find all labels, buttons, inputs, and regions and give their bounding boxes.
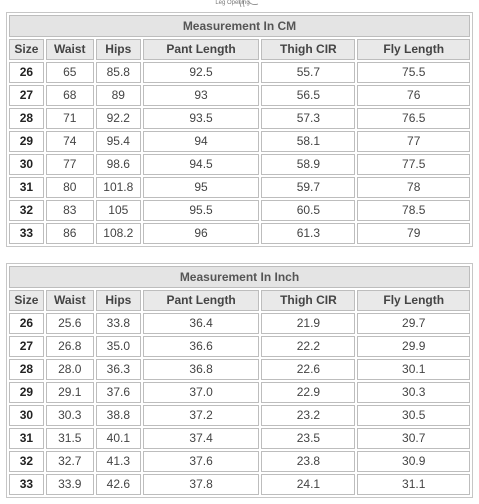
- measurement-cell: 37.2: [143, 405, 260, 426]
- size-cell: 32: [9, 200, 44, 221]
- measurement-cell: 77.5: [357, 154, 470, 175]
- measurement-cell: 75.5: [357, 62, 470, 83]
- measurement-cell: 33.9: [46, 474, 94, 495]
- measurement-cell: 61.3: [261, 223, 355, 244]
- measurement-cell: 83: [46, 200, 94, 221]
- measurement-cell: 37.6: [143, 451, 260, 472]
- size-cell: 27: [9, 85, 44, 106]
- column-header-waist: Waist: [46, 39, 94, 60]
- column-header-size: Size: [9, 290, 44, 311]
- measurement-cell: 23.5: [261, 428, 355, 449]
- measurement-cell: 38.8: [96, 405, 141, 426]
- column-header-fly-length: Fly Length: [357, 290, 470, 311]
- measurement-cell: 28.0: [46, 359, 94, 380]
- measurement-cell: 94.5: [143, 154, 260, 175]
- measurement-cell: 68: [46, 85, 94, 106]
- table-row: [9, 428, 470, 449]
- size-cell: 27: [9, 336, 44, 357]
- measurement-cell: 31.5: [46, 428, 94, 449]
- size-cell: 26: [9, 62, 44, 83]
- measurement-cell: 78: [357, 177, 470, 198]
- measurement-table-cm: [6, 12, 473, 247]
- size-cell: 30: [9, 405, 44, 426]
- measurement-cell: 23.8: [261, 451, 355, 472]
- measurement-cell: 58.9: [261, 154, 355, 175]
- measurement-cell: 22.9: [261, 382, 355, 403]
- measurement-cell: 85.8: [96, 62, 141, 83]
- measurement-cell: 22.6: [261, 359, 355, 380]
- table-body-cm: [9, 62, 470, 244]
- measurement-cell: 77: [357, 131, 470, 152]
- table-row: [9, 85, 470, 106]
- measurement-cell: 30.3: [357, 382, 470, 403]
- measurement-cell: 86: [46, 223, 94, 244]
- measurement-cell: 60.5: [261, 200, 355, 221]
- table-row: [9, 359, 470, 380]
- measurement-cell: 36.8: [143, 359, 260, 380]
- column-header-thigh-cir: Thigh CIR: [261, 290, 355, 311]
- measurement-cell: 89: [96, 85, 141, 106]
- measurement-cell: 26.8: [46, 336, 94, 357]
- size-cell: 31: [9, 177, 44, 198]
- measurement-cell: 77: [46, 154, 94, 175]
- measurement-cell: 94: [143, 131, 260, 152]
- column-header-hips: Hips: [96, 290, 141, 311]
- table-body-inch: [9, 313, 470, 495]
- table-row: [9, 62, 470, 83]
- measurement-cell: 30.9: [357, 451, 470, 472]
- size-cell: 29: [9, 382, 44, 403]
- table-row: [9, 223, 470, 244]
- column-header-fly-length: Fly Length: [357, 39, 470, 60]
- column-header-waist: Waist: [46, 290, 94, 311]
- measurement-cell: 108.2: [96, 223, 141, 244]
- measurement-cell: 79: [357, 223, 470, 244]
- leg-opening-caption: [0, 0, 479, 12]
- measurement-cell: 36.6: [143, 336, 260, 357]
- table-row: [9, 336, 470, 357]
- size-cell: 26: [9, 313, 44, 334]
- measurement-cell: 92.5: [143, 62, 260, 83]
- measurement-cell: 29.9: [357, 336, 470, 357]
- measurement-cell: 92.2: [96, 108, 141, 129]
- measurement-cell: 76.5: [357, 108, 470, 129]
- measurement-cell: 37.8: [143, 474, 260, 495]
- size-cell: 29: [9, 131, 44, 152]
- measurement-table-inch: [6, 263, 473, 498]
- header-row-inch: [9, 290, 470, 311]
- measurement-cell: 35.0: [96, 336, 141, 357]
- column-header-hips: Hips: [96, 39, 141, 60]
- table-row: [9, 313, 470, 334]
- measurement-cell: 93.5: [143, 108, 260, 129]
- measurement-cell: 30.5: [357, 405, 470, 426]
- measurement-cell: 55.7: [261, 62, 355, 83]
- size-cell: 31: [9, 428, 44, 449]
- size-cell: 28: [9, 108, 44, 129]
- size-cell: 32: [9, 451, 44, 472]
- measurement-cell: 36.3: [96, 359, 141, 380]
- size-cell: 33: [9, 223, 44, 244]
- measurement-cell: 98.6: [96, 154, 141, 175]
- measurement-cell: 30.3: [46, 405, 94, 426]
- measurement-cell: 58.1: [261, 131, 355, 152]
- measurement-cell: 21.9: [261, 313, 355, 334]
- measurement-cell: 29.1: [46, 382, 94, 403]
- measurement-cell: 23.2: [261, 405, 355, 426]
- measurement-cell: 29.7: [357, 313, 470, 334]
- table-title-cm: Measurement In CM: [9, 15, 470, 37]
- column-header-thigh-cir: Thigh CIR: [261, 39, 355, 60]
- measurement-cell: 36.4: [143, 313, 260, 334]
- table-row: [9, 405, 470, 426]
- column-header-size: Size: [9, 39, 44, 60]
- measurement-cell: 22.2: [261, 336, 355, 357]
- table-title-inch: Measurement In Inch: [9, 266, 470, 288]
- measurement-cell: 57.3: [261, 108, 355, 129]
- measurement-cell: 41.3: [96, 451, 141, 472]
- measurement-cell: 37.6: [96, 382, 141, 403]
- measurement-cell: 59.7: [261, 177, 355, 198]
- measurement-cell: 95: [143, 177, 260, 198]
- measurement-cell: 31.1: [357, 474, 470, 495]
- leg-opening-label: Leg Opening: [215, 0, 250, 6]
- measurement-cell: 37.4: [143, 428, 260, 449]
- measurement-cell: 105: [96, 200, 141, 221]
- table-row: [9, 177, 470, 198]
- measurement-cell: 32.7: [46, 451, 94, 472]
- size-cell: 30: [9, 154, 44, 175]
- measurement-cell: 71: [46, 108, 94, 129]
- measurement-cell: 101.8: [96, 177, 141, 198]
- measurement-cell: 96: [143, 223, 260, 244]
- measurement-cell: 37.0: [143, 382, 260, 403]
- measurement-cell: 65: [46, 62, 94, 83]
- measurement-cell: 93: [143, 85, 260, 106]
- table-row: [9, 382, 470, 403]
- measurement-cell: 42.6: [96, 474, 141, 495]
- measurement-cell: 24.1: [261, 474, 355, 495]
- measurement-cell: 30.7: [357, 428, 470, 449]
- table-row: [9, 451, 470, 472]
- table-row: [9, 200, 470, 221]
- measurement-cell: 33.8: [96, 313, 141, 334]
- column-header-pant-length: Pant Length: [143, 39, 260, 60]
- size-cell: 33: [9, 474, 44, 495]
- measurement-cell: 95.5: [143, 200, 260, 221]
- header-row-cm: [9, 39, 470, 60]
- size-cell: 28: [9, 359, 44, 380]
- table-row: [9, 474, 470, 495]
- measurement-cell: 78.5: [357, 200, 470, 221]
- table-row: [9, 154, 470, 175]
- measurement-cell: 25.6: [46, 313, 94, 334]
- table-row: [9, 131, 470, 152]
- measurement-cell: 95.4: [96, 131, 141, 152]
- measurement-cell: 56.5: [261, 85, 355, 106]
- pant-leg-diagram-icon: [236, 0, 262, 8]
- column-header-pant-length: Pant Length: [143, 290, 260, 311]
- table-row: [9, 108, 470, 129]
- measurement-cell: 74: [46, 131, 94, 152]
- measurement-cell: 80: [46, 177, 94, 198]
- measurement-cell: 40.1: [96, 428, 141, 449]
- measurement-cell: 76: [357, 85, 470, 106]
- measurement-cell: 30.1: [357, 359, 470, 380]
